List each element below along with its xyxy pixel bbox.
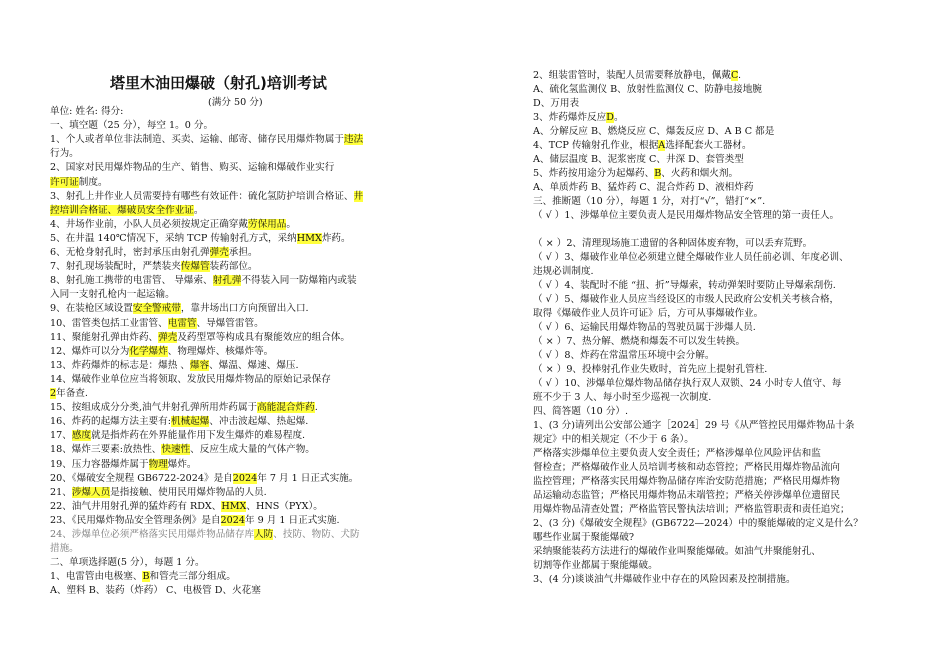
answer-highlight: 控培训合格证、爆破员安全作业证 — [50, 204, 194, 216]
text-segment: 采纳聚能装药方法进行的爆破作业叫聚能爆破。如油气井聚能射孔、 — [533, 546, 821, 557]
text-segment: 18、爆炸三要素:放热性、 — [50, 444, 162, 456]
right-text-line — [533, 154, 744, 165]
left-text-line — [50, 275, 357, 286]
text-segment: 督检查；严格爆破作业人员培训考核和动态管控；严格民用爆炸物品流向 — [533, 462, 840, 473]
text-segment: . — [737, 70, 742, 81]
text-segment: 年 9 月 1 日正式实施. — [244, 514, 340, 526]
left-text-line — [50, 444, 315, 455]
exam-subtitle: (满分 50 分) — [208, 97, 263, 108]
left-text-line — [50, 346, 273, 357]
answer-highlight: C — [730, 70, 738, 81]
right-text-line — [533, 126, 774, 137]
text-segment: 就是指炸药在外界能量作用下发生爆炸的难易程度. — [91, 430, 306, 442]
answer-highlight: D — [606, 112, 614, 123]
text-segment: 3、炸药爆炸反应 — [533, 112, 607, 123]
answer-highlight: B — [142, 571, 150, 583]
right-text-line — [533, 98, 579, 109]
text-segment: 、物理爆炸、核爆炸等。 — [167, 345, 274, 357]
text-segment: 13、炸药爆炸的标志是：爆热 、 — [50, 359, 190, 371]
text-segment: 严格落实涉爆单位主要负责人安全责任；严格涉爆单位风险评估和监 — [533, 448, 821, 459]
answer-highlight: B — [654, 168, 662, 179]
text-segment: 单位: 姓名: 得分: — [50, 106, 124, 117]
text-segment: A、分解反应 B、燃烧反应 C、爆轰反应 D、A B C 都是 — [533, 126, 775, 137]
text-segment: 是指接触、使用民用爆炸物品的人员. — [110, 486, 267, 498]
text-segment: 7、射孔现场装配时，严禁装夹 — [50, 261, 181, 273]
right-text-line — [533, 140, 752, 151]
text-segment: （ × ）2、清理现场施工遗留的各种固体废弃物，可以丢弃荒野。 — [533, 238, 813, 249]
answer-highlight: 爆容 — [189, 359, 210, 371]
right-text-line — [533, 266, 594, 277]
text-segment: 班不少于 3 人、每小时至少巡视一次制度. — [533, 392, 712, 403]
left-text-line — [50, 177, 108, 188]
text-segment: 1、(3 分)请列出公安部公通字［2024］29 号《从严管控民用爆炸物品十条 — [533, 420, 855, 431]
text-segment: 违规必训制度. — [533, 266, 594, 277]
answer-highlight: 电雷管 — [167, 317, 197, 329]
text-segment: 规定》中的相关规定（不少于 6 条）。 — [533, 434, 694, 445]
answer-highlight: HMX — [221, 500, 247, 512]
text-segment: 9、在装枪区域设置 — [50, 303, 133, 315]
right-text-line — [533, 420, 854, 431]
left-text-line — [50, 360, 299, 371]
answer-highlight: 2 — [50, 388, 57, 399]
answer-highlight: 涉爆人员 — [71, 486, 111, 498]
left-text-line — [50, 473, 358, 484]
left-text-line — [50, 557, 205, 568]
left-text-line — [50, 374, 331, 385]
text-segment: 2、组装雷管时，装配人员需要释放静电，佩戴 — [533, 70, 731, 81]
answer-highlight: 快速性 — [161, 444, 191, 456]
text-segment: 5、在井温 140℃情况下，采纳 TCP 传输射孔方式，采纳 — [50, 232, 297, 244]
right-text-line — [533, 546, 821, 557]
left-text-line — [50, 501, 323, 512]
text-segment: 。 — [613, 112, 624, 123]
text-segment: 用爆炸物品清查处置；严格监管民警执法培训；严格监管职责和责任追究； — [533, 504, 850, 515]
right-text-line — [533, 238, 812, 249]
right-text-line — [533, 294, 839, 305]
text-segment: 制度。 — [78, 176, 108, 188]
text-segment: 年备查. — [56, 388, 88, 399]
text-segment: 二、单项选择题(5 分），每题 1 分。 — [50, 557, 205, 569]
text-segment: 、HNS（PYX）。 — [246, 500, 323, 512]
text-segment: 1、电雷管由电极塞、 — [50, 571, 143, 583]
left-text-line — [50, 529, 360, 540]
text-segment: （ √ ）5、爆破作业人员应当经设区的市级人民政府公安机关考核合格， — [533, 294, 840, 305]
left-text-line — [50, 261, 258, 272]
answer-highlight: 化学爆炸 — [129, 345, 168, 357]
answer-highlight: 传爆管 — [180, 261, 210, 273]
answer-highlight: 安全警戒带 — [132, 303, 181, 315]
left-text-line — [50, 388, 88, 399]
text-segment: 5、炸药按用途分为起爆药、 — [533, 168, 655, 179]
text-segment: 22、油气井用射孔弹的猛炸药有 RDX、 — [50, 500, 222, 512]
text-segment: 选择配套火工器材。 — [665, 140, 752, 151]
text-segment: . — [314, 402, 318, 414]
left-text-line — [50, 148, 79, 159]
text-segment: 20、《爆破安全规程 GB6722-2024》是自 — [50, 472, 233, 484]
answer-highlight: 物理 — [148, 458, 168, 470]
text-segment: 3、(4 分)谈谈油气井爆破作业中存在的风险因素及控制措施。 — [533, 574, 796, 585]
text-segment: 14、爆破作业单位应当将领取、发放民用爆炸物品的原始记录保存 — [50, 373, 331, 385]
text-segment: 四、简答题（10 分）. — [533, 406, 629, 417]
left-text-line — [50, 543, 79, 554]
right-text-line — [533, 252, 849, 263]
text-segment: 、导爆管雷管。 — [196, 317, 264, 329]
right-text-line — [533, 406, 628, 417]
answer-highlight: 2024 — [220, 514, 245, 526]
left-text-line — [50, 120, 213, 131]
text-segment: 年 7 月 1 日正式实施。 — [257, 472, 359, 484]
right-text-line — [533, 70, 741, 81]
text-segment: 哪些作业属于聚能爆破? — [533, 532, 635, 543]
text-segment: 2、国家对民用爆炸物品的生产、销售、购买、运输和爆破作业实行 — [50, 162, 335, 174]
text-segment: D、万用表 — [533, 98, 580, 109]
left-text-line — [50, 430, 305, 441]
answer-highlight: 弹壳 — [209, 247, 229, 258]
text-segment: （ √ ）4、装配时不能 “扭、折”导爆索，转动弹架时要防止导爆索刮伤. — [533, 280, 836, 291]
right-text-line — [533, 196, 765, 207]
answer-highlight: 射孔弹 — [212, 275, 242, 287]
right-text-line — [533, 336, 745, 347]
text-segment: 行为。 — [50, 148, 79, 160]
text-segment: ，靠井场出口方向预留出入口. — [180, 303, 309, 315]
text-segment: 4、TCP 传输射孔作业，根据 — [533, 140, 659, 151]
left-text-line — [50, 487, 267, 498]
right-text-line — [533, 364, 767, 375]
text-segment: 12、爆炸可以分为 — [50, 345, 130, 357]
text-segment: 16、炸药的起爆方法主要有: — [50, 416, 171, 428]
text-segment: 15、按组成成分分类,油气井射孔弹所用炸药属于 — [50, 402, 258, 414]
text-segment: A、硫化氢监测仪 B、放射性监测仪 C、防静电接地腕 — [533, 84, 762, 95]
text-segment: 承担。 — [228, 247, 258, 258]
left-text-line — [50, 318, 264, 329]
right-text-line — [533, 168, 738, 179]
right-text-line — [533, 84, 762, 95]
left-text-line — [50, 332, 350, 343]
right-text-line — [533, 350, 714, 361]
left-text-line — [50, 134, 363, 145]
text-segment: 三、推断题（10 分），每题 1 分，对打“√”，错打“×”. — [533, 196, 766, 207]
text-segment: 监控管理；严格落实民用爆炸物品储存库治安防范措施；严格民用爆炸物 — [533, 476, 840, 487]
left-text-line — [50, 416, 308, 427]
text-segment: （ √ ）3、爆破作业单位必须建立健全爆破作业人员任前必训、年度必训、 — [533, 252, 849, 263]
text-segment: 1、个人或者单位非法制造、买卖、运输、邮寄、储存民用爆炸物属于 — [50, 134, 344, 146]
text-segment: （ √ ）6、运输民用爆炸物品的驾驶员属于涉爆人员. — [533, 322, 756, 333]
text-segment: 切割等作业都属于聚能爆破。 — [533, 560, 658, 571]
right-text-line — [533, 392, 711, 403]
text-segment: 2、(3 分)《爆破安全规程》(GB6722—2024）中的聚能爆破的定义是什么？ — [533, 518, 863, 529]
right-text-line — [533, 518, 863, 529]
text-segment: 、火药和烟火剂。 — [661, 168, 739, 179]
left-text-line — [50, 571, 236, 582]
text-segment: 3、射孔上井作业人员需要持有哪些有效证件：硫化氢防护培训合格证、 — [50, 190, 354, 202]
text-segment: （ √ ）10、涉爆单位爆炸物品储存执行双人双锁、24 小时专人值守、每 — [533, 378, 842, 389]
text-segment: （ √ ）8、炸药在常温常压环境中会分解。 — [533, 350, 715, 361]
answer-highlight: 2024 — [232, 472, 258, 484]
left-text-line — [50, 289, 175, 300]
right-text-line — [533, 210, 839, 221]
right-text-line — [533, 476, 840, 487]
text-segment: 、爆温、爆速、爆压. — [209, 359, 299, 371]
text-segment: 19、压力容器爆炸属于 — [50, 458, 149, 470]
answer-highlight: 违法 — [343, 134, 364, 146]
faded-text: 、技防、物防、犬防 — [273, 529, 360, 540]
right-text-line — [533, 308, 763, 319]
left-text-line — [50, 233, 351, 244]
text-segment: （ × ）9、投棒射孔作业失败时，首先应上提射孔管柱. — [533, 364, 768, 375]
right-text-line — [533, 448, 821, 459]
right-text-line — [533, 280, 836, 291]
text-segment: 。 — [193, 204, 204, 216]
text-segment: （ √ ）1、涉爆单位主要负责人是民用爆炸物品安全管理的第一责任人。 — [533, 210, 840, 221]
left-text-line — [50, 205, 204, 216]
text-segment: 入同一支射孔枪内一起运输。 — [50, 289, 175, 301]
right-text-line — [533, 560, 658, 571]
text-segment: 23、《民用爆炸物品安全管理条例》是自 — [50, 514, 221, 526]
text-segment: 取得《爆破作业人员许可证》后，方可从事爆破作业。 — [533, 308, 764, 319]
right-text-line — [533, 378, 841, 389]
text-segment: 。 — [286, 218, 296, 230]
answer-highlight: 劳保用品 — [247, 218, 287, 230]
answer-highlight: 机械起爆 — [170, 416, 210, 428]
answer-highlight: 许可证 — [50, 176, 79, 188]
answer-highlight: 高能混合炸药 — [257, 402, 315, 414]
text-segment: 装药部位。 — [209, 261, 258, 273]
right-text-line — [533, 434, 694, 445]
answer-highlight: HMX — [296, 232, 322, 244]
right-text-line — [533, 574, 796, 585]
answer-highlight: 人防 — [254, 529, 274, 540]
right-text-line — [533, 504, 850, 515]
left-text-line — [50, 459, 197, 470]
left-text-line — [50, 191, 363, 202]
answer-highlight: A — [658, 140, 666, 151]
text-segment: 8、射孔施工携带的电雷管、 导爆索、 — [50, 275, 213, 287]
left-text-line — [50, 162, 334, 173]
answer-highlight: 弹壳 — [158, 331, 178, 343]
text-segment: 6、无枪身射孔时，密封承压由射孔弹 — [50, 247, 210, 258]
text-segment: 一、填空题（25 分），每空 1。0 分。 — [50, 120, 214, 132]
text-segment: 及药型罩等构成具有聚能效应的组合体。 — [177, 331, 351, 343]
text-segment: 不得装入同一防爆箱内或装 — [241, 275, 357, 287]
exam-title: 塔里木油田爆破（射孔)培训考试 — [110, 74, 327, 92]
right-text-line — [533, 462, 840, 473]
text-segment: 10、雷管类包括工业雷管、 — [50, 317, 168, 329]
answer-highlight: 井 — [353, 190, 364, 202]
text-segment: 、反应生成大量的气体产物。 — [190, 444, 315, 456]
left-text-line — [50, 402, 318, 413]
text-segment: 17、 — [50, 430, 72, 442]
text-segment: A、单质炸药 B、猛炸药 C、混合炸药 D、液相炸药 — [533, 182, 754, 193]
text-segment: 炸药。 — [321, 232, 351, 244]
left-text-line — [50, 303, 309, 314]
text-segment: 、冲击波起爆、热起爆. — [209, 416, 309, 428]
right-text-line — [533, 532, 634, 543]
text-segment: 11、聚能射孔弹由炸药、 — [50, 331, 159, 343]
text-segment: 爆炸。 — [167, 458, 197, 470]
text-segment: A、塑料 B、装药（炸药） C、电极管 D、火花塞 — [50, 585, 261, 597]
faded-text: 措施。 — [50, 543, 79, 555]
right-text-line — [533, 322, 756, 333]
left-text-line — [50, 106, 123, 117]
left-text-line — [50, 515, 340, 526]
faded-text: 24、涉爆单位必须严格落实民用爆炸物品储存库 — [50, 529, 255, 540]
left-text-line — [50, 219, 296, 230]
right-text-line — [533, 490, 840, 501]
text-segment: 品运输动态监管；严格民用爆炸物品末端管控；严格关停涉爆单位遗留民 — [533, 490, 840, 501]
answer-highlight: 感度 — [71, 430, 91, 442]
text-segment: 4、井场作业前，小队人员必须按规定正确穿戴 — [50, 218, 248, 230]
right-text-line — [533, 182, 753, 193]
left-text-line — [50, 585, 261, 596]
text-segment: A、储层温度 B、泥浆密度 C、井深 D、套管类型 — [533, 154, 744, 165]
text-segment: （ × ）7、热分解、燃烧和爆轰不可以发生转换。 — [533, 336, 746, 347]
text-segment: 和管壳三部分组成。 — [149, 571, 236, 583]
text-segment: 21、 — [50, 486, 72, 498]
right-text-line — [533, 112, 624, 123]
left-text-line — [50, 247, 258, 258]
